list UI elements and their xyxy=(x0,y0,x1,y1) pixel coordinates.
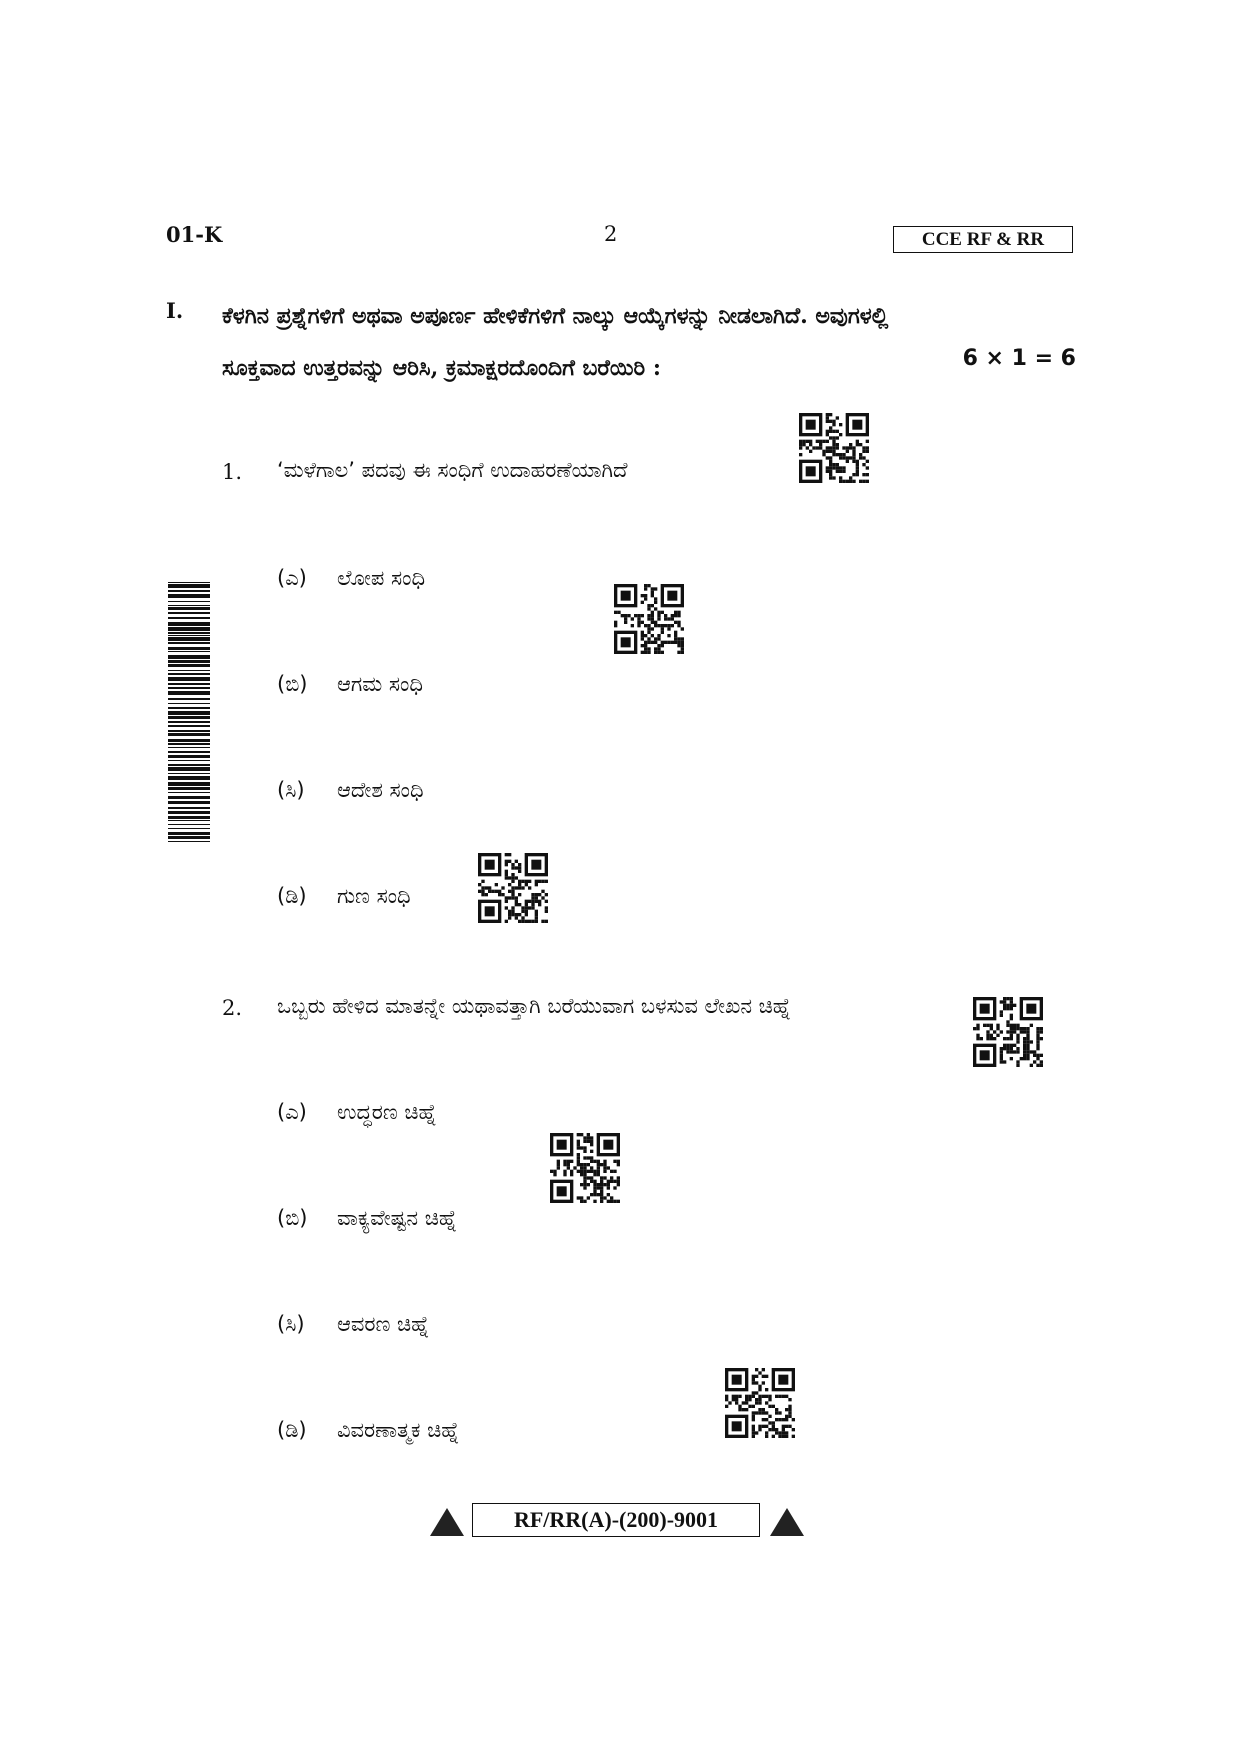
qr-code-icon xyxy=(614,584,684,654)
qr-code-icon xyxy=(799,413,869,483)
question-1-option-c xyxy=(277,778,424,803)
question-2-text: ಒಬ್ಬರು ಹೇಳಿದ ಮಾತನ್ನೇ ಯಥಾವತ್ತಾಗಿ ಬರೆಯುವಾಗ ಬಳಸುವ ಲೇಖನ ಚಿಹ್ನೆ xyxy=(277,994,792,1018)
qr-code-icon xyxy=(725,1368,795,1438)
question-1-option-b xyxy=(277,672,423,697)
triangle-left-icon xyxy=(430,1508,464,1536)
option-text: ವಾಕ್ಯವೇಷ್ಟನ ಚಿಹ್ನೆ xyxy=(337,1206,458,1230)
option-text: ಲೋಪ ಸಂಧಿ xyxy=(337,566,426,590)
paper-code: 01-K xyxy=(166,222,223,247)
question-1-text: ‘ಮಳೆಗಾಲ’ ಪದವು ಈ ಸಂಧಿಗೆ ಉದಾಹರಣೆಯಾಗಿದೆ xyxy=(277,458,628,482)
qr-code-icon xyxy=(973,997,1043,1067)
option-text: ಗುಣ ಸಂಧಿ xyxy=(337,884,411,908)
question-2-option-b xyxy=(277,1206,457,1231)
option-label: (ಸಿ) xyxy=(277,778,305,802)
option-label: (ಬಿ) xyxy=(277,672,308,696)
option-text: ಆದೇಶ ಸಂಧಿ xyxy=(337,778,424,802)
section-instruction xyxy=(222,290,1082,394)
question-1-number: 1. xyxy=(222,460,243,484)
footer-code-box: RF/RR(A)-(200)-9001 xyxy=(472,1503,760,1537)
option-label: (ಎ) xyxy=(277,566,307,590)
exam-tag-box: CCE RF & RR xyxy=(893,226,1073,253)
option-label: (ಸಿ) xyxy=(277,1312,305,1336)
option-label: (ಬಿ) xyxy=(277,1206,308,1230)
section-marks: 6 × 1 = 6 xyxy=(962,346,1076,371)
page-number: 2 xyxy=(604,222,618,246)
qr-code-icon xyxy=(550,1133,620,1203)
triangle-right-icon xyxy=(770,1508,804,1536)
question-2-option-a xyxy=(277,1100,437,1125)
section-number: I. xyxy=(166,298,184,323)
footer xyxy=(430,1500,810,1544)
question-2-option-c xyxy=(277,1312,429,1337)
option-text: ಆಗಮ ಸಂಧಿ xyxy=(337,672,423,696)
option-label: (ಡಿ) xyxy=(277,884,307,908)
option-label: (ಡಿ) xyxy=(277,1418,307,1442)
question-2-number: 2. xyxy=(222,996,243,1020)
instruction-line-1: ಕೆಳಗಿನ ಪ್ರಶ್ನೆಗಳಿಗೆ ಅಥವಾ ಅಪೂರ್ಣ ಹೇಳಿಕೆಗಳಿಗೆ ನಾಲ್ಕು ಆಯ್ಕೆಗಳನ್ನು ನೀಡಲಾಗಿದೆ. ಅವುಗಳಲ್ಲಿ xyxy=(222,303,889,329)
option-text: ಉದ್ಧರಣ ಚಿಹ್ನೆ xyxy=(337,1100,437,1124)
instruction-line-2: ಸೂಕ್ತವಾದ ಉತ್ತರವನ್ನು ಆರಿಸಿ, ಕ್ರಮಾಕ್ಷರದೊಂದಿಗೆ ಬರೆಯಿರಿ : xyxy=(222,355,661,381)
option-label: (ಎ) xyxy=(277,1100,307,1124)
option-text: ಆವರಣ ಚಿಹ್ನೆ xyxy=(337,1312,430,1336)
question-2-option-d xyxy=(277,1418,459,1443)
question-1-option-d xyxy=(277,884,411,909)
qr-code-icon xyxy=(478,853,548,923)
question-1-option-a xyxy=(277,566,425,591)
option-text: ವಿವರಣಾತ್ಮಕ ಚಿಹ್ನೆ xyxy=(337,1418,460,1442)
barcode-icon xyxy=(168,582,210,844)
